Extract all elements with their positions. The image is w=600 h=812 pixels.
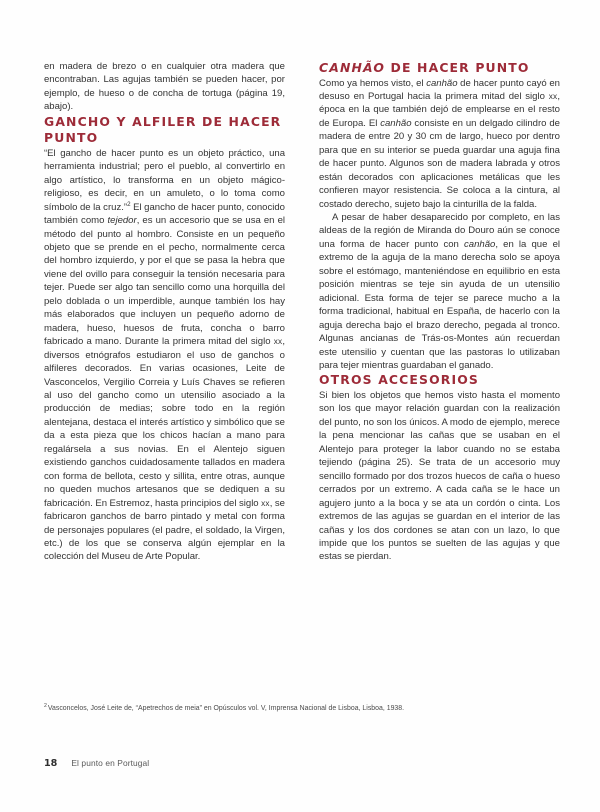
century-smallcaps: xx xyxy=(261,498,270,508)
right-column xyxy=(319,60,560,680)
paragraph-canhao-2 xyxy=(319,211,560,372)
paragraph-otros-accesorios: Si bien los objetos que hemos visto hasta el momento son los que mayor relación guardan con la realización del punto, no son los únicos. A modo de ejemplo, merece la pena mencionar las cañas que se usaban en el Alentejo para proteger la labor cuando no se estaba tejiendo (página 25). Se trata de un accesorio muy sencillo formado por dos trozos huecos de caña o hueso cerrados por un extremo. A cada caña se le hace un agujero junto a la boca y se ata un cordón o cinta. Los extremos de las agujas se guardan en el interior de las cañas y los dos cordones se atan con un lazo, lo que impide que los puntos se suelten de las agujas y que estas se pierdan. xyxy=(319,389,560,563)
italic-term-canhao: canhão xyxy=(464,238,496,250)
footnote-block xyxy=(44,704,560,714)
paragraph-part: , diversos etnógrafos estudiaron el uso de ganchos o alfileres decorados. En varias ocasiones, Leite de Vasconcelos, Vergilio Correia y Luís Chaves se refieren al uso del gancho como un utensilio asociado a la producción de medias; sobre todo en la región alentejana, destaca el interés artístico y simbólico que se da a esta pieza que los chicos hacían a mano para regalársela a sus novias. En el Alentejo siguen existiendo ganchos cuidadosamente tallados en madera con forma de bellota, cesto y sillita, entre otras, aunque no queden muchos artesanos que se dediquen a su fabricación. En Estremoz, hasta principios del siglo xyxy=(44,336,285,509)
section-heading-otros-accesorios xyxy=(319,372,560,389)
italic-term-tejedor: tejedor xyxy=(107,215,137,227)
century-smallcaps: xx xyxy=(273,337,283,347)
paragraph-part: Como ya hemos visto, el xyxy=(319,77,427,89)
running-footer-title: El punto en Portugal xyxy=(71,758,150,768)
two-column-body xyxy=(44,60,560,680)
paragraph-part: A pesar de haber desaparecido por completo, en las aldeas de la región de Miranda do Douro aún se conoce una forma de hacer punto con xyxy=(319,212,560,250)
heading-italic-term: CANHÃO xyxy=(319,60,386,75)
section-heading-gancho-y-alfiler xyxy=(44,114,285,147)
paragraph-continued: en madera de brezo o en cualquier otra madera que encontraban. Las agujas también se pueden hacer, por ejemplo, de hueso o de concha de tortuga (página 19, abajo). xyxy=(44,61,285,113)
italic-term-canhao: canhão xyxy=(380,117,412,129)
century-smallcaps: xx xyxy=(548,91,558,101)
paragraph-part: de hacer punto cayó en desuso en Portugal hacia la primera mitad del siglo xyxy=(319,77,560,102)
paragraph-canhao-1 xyxy=(319,77,560,212)
paragraph-part: , es un accesorio que se usa en el método del punto al hombro. Consiste en un pequeño objeto que se prende en el pecho, normalmente cerca del hombro izquierdo, y por el que se pasa la hebra que viene del ovillo para conseguir la tensión necesaria para tejer. Puede ser algo tan sencillo como una horquilla del pelo doblada o un imperdible, aunque también los hay más elaborados que incluyen un pequeño adorno de madera, hueso, huesos de fruta, concha o barro fabricado a mano. Durante la primera mitad del siglo xyxy=(44,215,285,348)
paragraph-part: consiste en un delgado cilindro de madera de entre 20 y 30 cm de largo, hueco por dentro para que en su interior se pueda guardar una aguja fina de hacer punto. Algunos son de madera labrada y otros están decorados con aplicaciones metálicas que les confieren mayor resistencia. Se coloca a la cintura, al costado derecho, sujeto bajo la cinturilla de la falda. xyxy=(319,117,560,210)
heading-text: OTROS ACCESORIOS xyxy=(319,372,480,388)
paragraph-gancho xyxy=(44,147,285,564)
paragraph-part: , en la que el extremo de la aguja de la mano derecha solo se apoya sobre el estómago, manteniéndose en equilibrio en esta posición mientras se teje sin ayuda de un utensilio adicional. Esta forma de tejer se parece mucho a la forma tradicional, habitual en España, de hacerlo con la aguja derecha bajo el brazo derecho, pegada al tronco. Algunas ancianas de Trás-os-Montes aún recuerdan este utensilio y cuentan que las pastoras lo utilizaban para tejer mientras guardaban el ganado. xyxy=(319,238,560,372)
section-heading-canhao xyxy=(319,60,560,77)
heading-text: GANCHO Y ALFILER DE HACER PUNTO xyxy=(44,113,282,146)
paragraph-part: , se fabricaron ganchos de barro pintado y metal con forma de personajes populares (el padre, el soldado, la Virgen, etc.) de los que se conserva algún ejemplar en la colección del Museu de Arte Popular. xyxy=(44,497,285,563)
italic-term-canhao: canhão xyxy=(426,77,458,89)
page-number: 18 xyxy=(44,758,58,769)
left-column xyxy=(44,60,285,680)
paragraph-part: El gancho de hacer punto, conocido también como xyxy=(44,201,285,227)
footnote-reference: 2 xyxy=(127,200,131,208)
page-footer xyxy=(44,758,149,769)
heading-rest: DE HACER PUNTO xyxy=(385,60,530,75)
paragraph-part: “El gancho de hacer punto es un objeto práctico, una herramienta industrial; pero el pueblo, al convertirlo en algo artístico, lo transforma en un objeto mágico-religioso, es decir, en un amuleto, o lo toma como símbolo de la cruz.” xyxy=(44,147,285,213)
footnote-text: Vasconcelos, José Leite de, “Apetrechos de meia” en Opúsculos vol. V, Imprensa Nacional de Lisboa, Lisboa, 1938. xyxy=(47,705,405,712)
footnote-marker: 2 xyxy=(44,702,47,709)
paragraph-part: , época en la que también dejó de emplearse en el resto de Europa. El xyxy=(319,90,560,129)
